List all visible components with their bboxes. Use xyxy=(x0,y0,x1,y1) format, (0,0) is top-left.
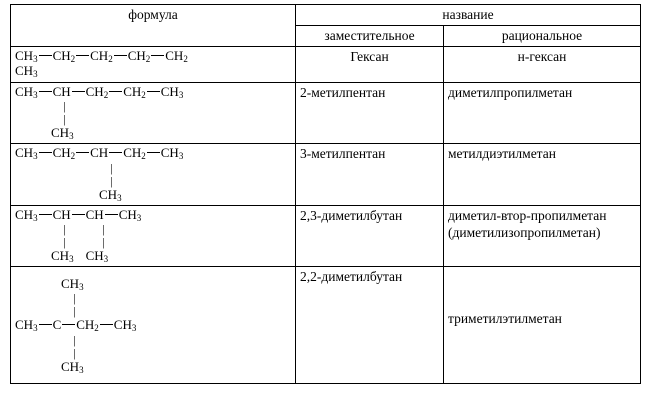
header-formula: формула xyxy=(11,5,296,47)
rational-name: диметил-втор-пропилметан (диметилизопропилметан) xyxy=(444,205,641,266)
formula-bond-line: | | xyxy=(63,222,105,237)
table-row xyxy=(11,82,641,143)
formula-line: $CH_3$ xyxy=(61,276,84,293)
formula-bond-line: | xyxy=(110,160,113,175)
formula-cell-23-dimethylbutane xyxy=(11,205,296,266)
formula-bond-line: | xyxy=(73,345,76,360)
formula-bond-line: | xyxy=(73,291,76,306)
formula-line: $CH_3$ xyxy=(15,63,38,80)
formula-line: $CH_3$ $CH_2$ $CH_2$ $CH_2$ $CH_2$ xyxy=(15,48,188,64)
formula-line: $CH_3$ CH CH $CH_3$ xyxy=(15,206,142,223)
formula-line: $CH_3$ C $CH_2$ $CH_3$ xyxy=(15,317,137,334)
formula-line: $CH_3$ xyxy=(99,186,122,203)
substitutive-name: 2,3-диметилбутан xyxy=(296,205,444,266)
isomers-table xyxy=(10,4,641,384)
header-rational: рациональное xyxy=(444,26,641,47)
formula-cell-hexane xyxy=(11,47,296,83)
formula-bond-line: | xyxy=(110,173,113,188)
formula-line: $CH_3$ $CH_2$ CH $CH_2$ $CH_3$ xyxy=(15,145,184,162)
substitutive-name: 3-метилпентан xyxy=(296,144,444,205)
substitutive-name: 2-метилпентан xyxy=(296,82,444,143)
formula-line: $CH_3$ xyxy=(51,125,74,142)
table-row xyxy=(11,267,641,383)
substitutive-name: Гексан xyxy=(296,47,444,83)
table-header-row xyxy=(11,5,641,26)
formula-line: $CH_3$ $CH_3$ xyxy=(51,248,109,265)
rational-name: триметилэтилметан xyxy=(444,267,641,383)
formula-bond-line: | xyxy=(73,304,76,319)
rational-name: н-гексан xyxy=(444,47,641,83)
substitutive-name: 2,2-диметилбутан xyxy=(296,267,444,383)
formula-line: $CH_3$ xyxy=(61,358,84,375)
formula-bond-line: | xyxy=(73,332,76,347)
header-name: название xyxy=(296,5,641,26)
formula-cell-3-methylpentane xyxy=(11,144,296,205)
table-row xyxy=(11,205,641,266)
formula-cell-2-methylpentane xyxy=(11,82,296,143)
table-row xyxy=(11,144,641,205)
formula-cell-22-dimethylbutane xyxy=(11,267,296,383)
formula-bond-line: | xyxy=(63,112,66,127)
formula-bond-line: | xyxy=(63,99,66,114)
header-substitutive: заместительное xyxy=(296,26,444,47)
rational-name: метилдиэтилметан xyxy=(444,144,641,205)
table-row xyxy=(11,47,641,83)
rational-name: диметилпропилметан xyxy=(444,82,641,143)
formula-bond-line: | | xyxy=(63,235,105,250)
formula-line: $CH_3$ CH $CH_2$ $CH_2$ $CH_3$ xyxy=(15,83,184,100)
